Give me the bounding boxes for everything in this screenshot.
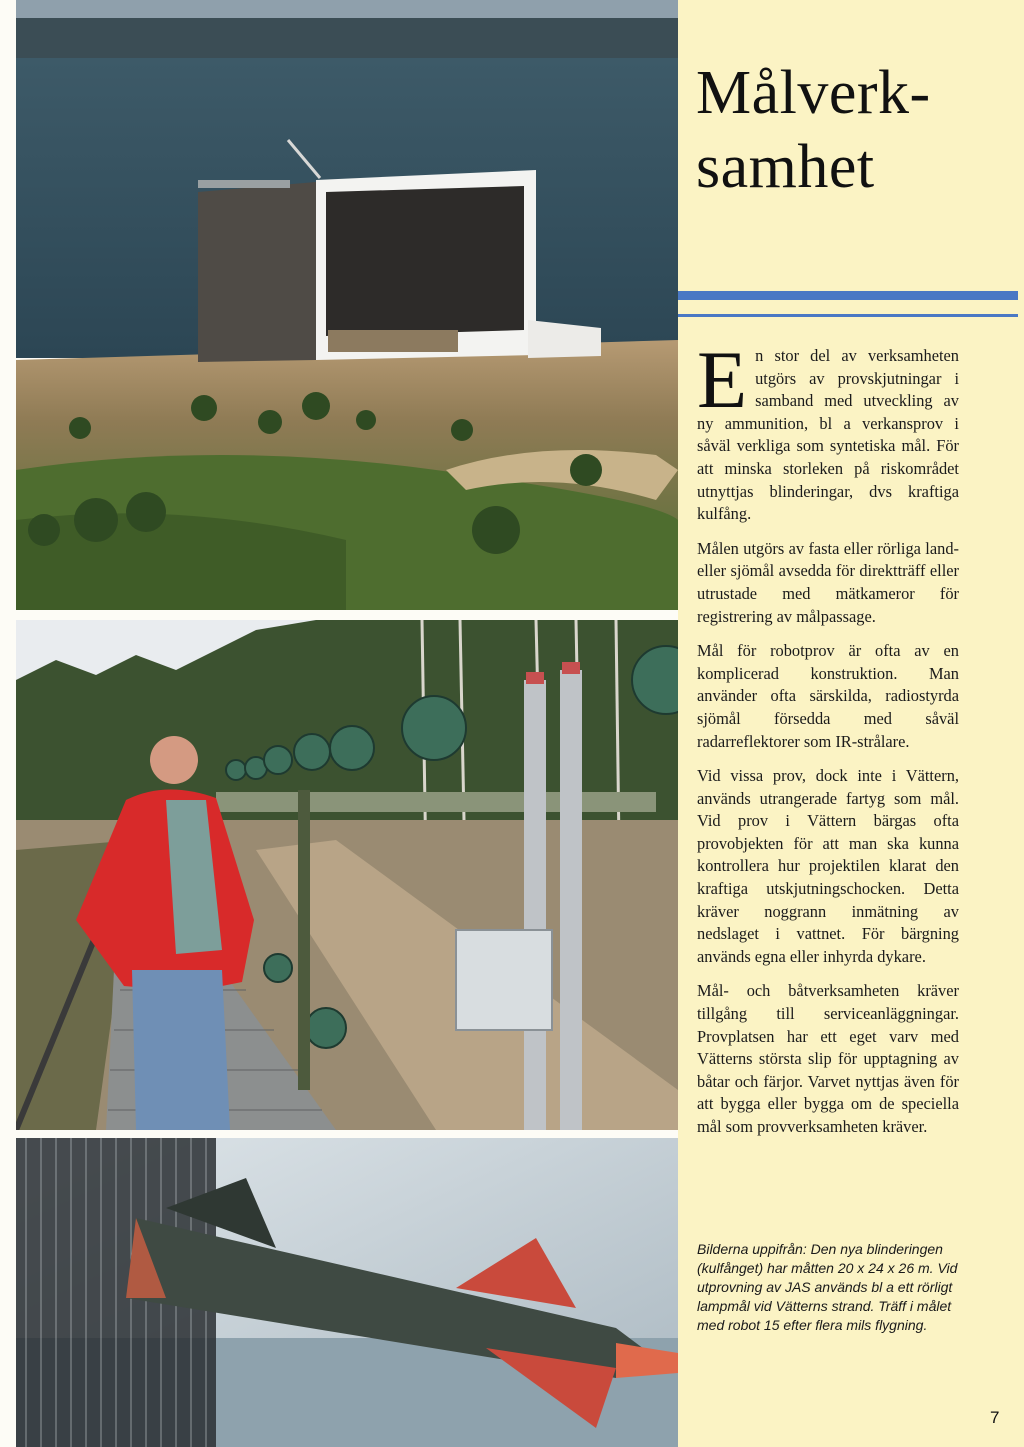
paragraph-1 [697, 334, 959, 526]
page-title-line-1: Målverk- [696, 59, 931, 127]
page-title-line-2: samhet [696, 133, 875, 201]
title-rule-thin [678, 314, 1018, 317]
paragraph-4: Vid vissa prov, dock inte i Vättern, används utrangerade fartyg som mål. Vid prov i Vättern bärgas ofta provobjekten för att man ska kunna kontrollera hur projektilen klarat den kraftiga utskjutningschocken. Detta kräver noggrann inmätning av nedslaget i vattnet. För bärgning används egna eller inhyrda dykare. [697, 766, 959, 966]
photo-caption: Bilderna uppifrån: Den nya blinderingen (kulfånget) har måtten 20 x 24 x 26 m. Vid utprovning av JAS används bl a ett rörligt lampmål vid Vätterns strand. Träff i målet med robot 15 efter flera mils flygning. [697, 1241, 958, 1333]
paragraph-2: Målen utgörs av fasta eller rörliga land- eller sjömål avsedda för direktträff eller utrustade med mätkameror för registrering av målpassage. [697, 538, 959, 626]
paragraph-5: Mål- och båtverksamheten kräver tillgång till serviceanläggningar. Provplatsen har ett eget varv med Vätterns största slip för upptagning av båtar och färjor. Varvet nyttjas även för att bygga eller bygga om de speciella mål som provverksamheten kräver. [697, 981, 959, 1136]
photo-blindering [16, 0, 678, 610]
page-title [696, 56, 931, 204]
paragraph-3: Mål för robotprov är ofta av en komplicerad konstruktion. Man använder ofta särskilda, radiostyrda sjömål försedda med såväl radarreflektorer som IR-strålare. [697, 641, 959, 751]
title-rule-thick [678, 291, 1018, 300]
photo-robot-hit [16, 1138, 678, 1447]
paragraph-1-text: n stor del av verksamheten utgörs av provskjutningar i samband med utveckling av ny ammunition, bl a verkansprov i såväl verkliga som syntetiska mål. För att minska storleken på riskområdet utnyttjas blinderingar, dvs kraftiga kulfång. [697, 346, 959, 524]
page-number: 7 [990, 1408, 1000, 1427]
article-body [697, 334, 959, 1151]
photo-lamp-target [16, 620, 678, 1130]
drop-cap: E [697, 334, 748, 425]
